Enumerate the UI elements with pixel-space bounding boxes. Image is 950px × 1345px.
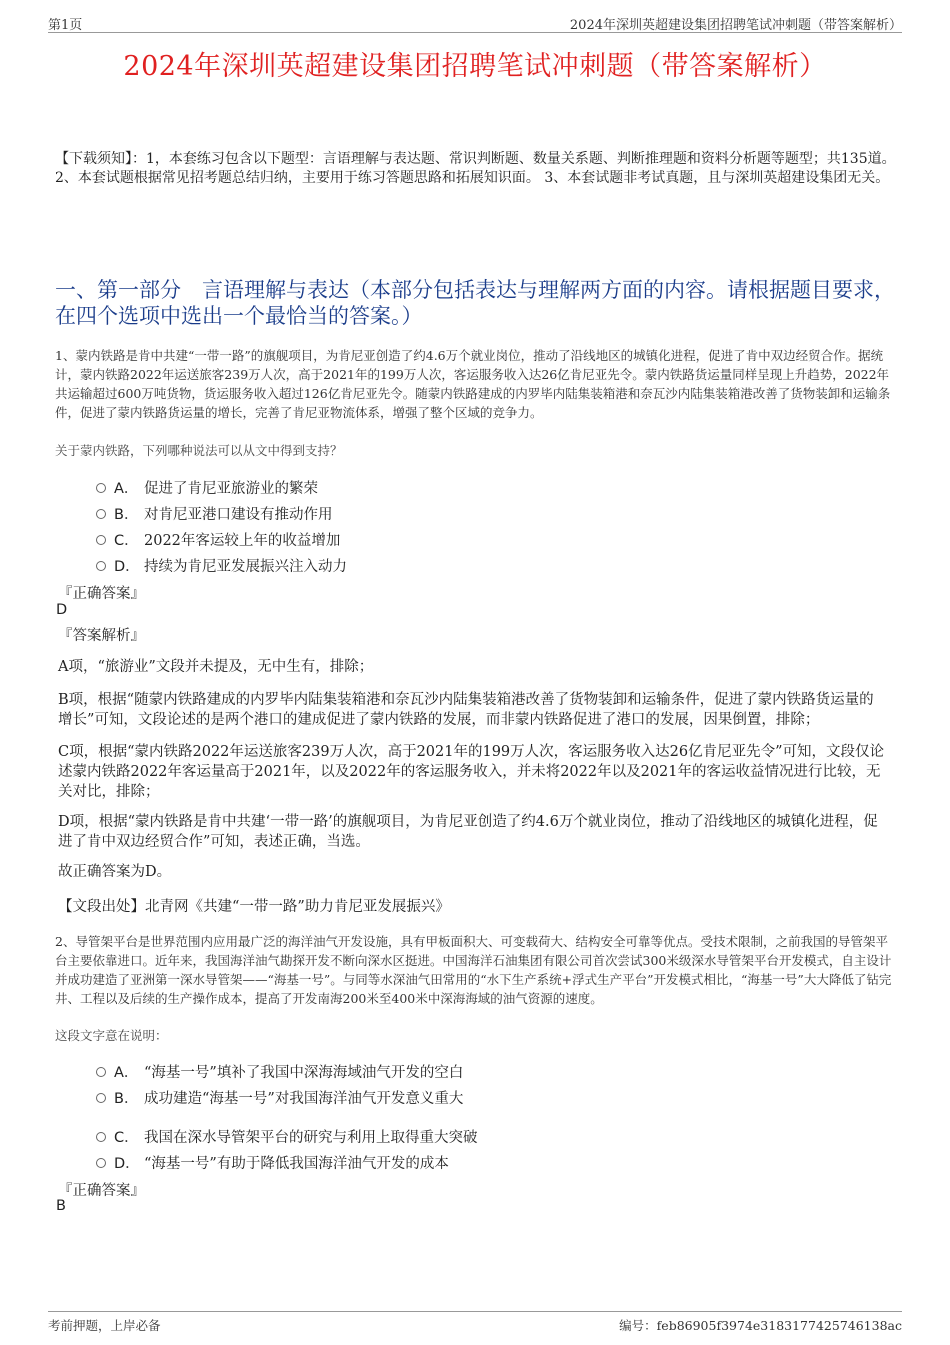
q1-analysis-a: A项，“旅游业”文段并未提及，无中生有，排除；	[58, 659, 374, 675]
q2-option-b[interactable]: B． 成功建造“海基一号”对我国海洋油气开发意义重大	[96, 1087, 463, 1107]
q2-option-a[interactable]: A． “海基一号”填补了我国中深海海域油气开发的空白	[96, 1061, 463, 1081]
q1-source: 【文段出处】北青网《共建“一带一路”助力肯尼亚发展振兴》	[58, 899, 450, 915]
q1-analysis-label: 『答案解析』	[58, 628, 145, 644]
q1-conclusion: 故正确答案为D。	[58, 864, 172, 880]
radio-icon[interactable]	[96, 561, 106, 571]
q1-analysis-c: C项，根据“蒙内铁路2022年运送旅客239万人次，高于2021年的199万人次，客运服务收入达26亿肯尼亚先令”可知，文段仅论述蒙内铁路2022年客运量高于2021年，以及2022年的客运服务收入，并未将2022年以及2021年的客运收益情况进行比较，无关对比，排除；	[58, 744, 885, 800]
radio-icon[interactable]	[96, 483, 106, 493]
q1-option-d[interactable]: D． 持续为肯尼亚发展振兴注入动力	[96, 555, 347, 575]
q2-question: 这段文字意在说明：	[55, 1028, 168, 1043]
q2-answer-label: 『正确答案』	[58, 1183, 145, 1199]
q1-analysis-d: D项，根据“蒙内铁路是肯中共建‘一带一路’的旗舰项目，为肯尼亚创造了约4.6万个就业岗位，推动了沿线地区的城镇化进程，促进了肯中双边经贸合作”可知，表述正确，当选。	[58, 814, 878, 850]
radio-icon[interactable]	[96, 535, 106, 545]
page-footer	[48, 1311, 902, 1334]
radio-icon[interactable]	[96, 509, 106, 519]
radio-icon[interactable]	[96, 1067, 106, 1077]
q1-option-c[interactable]: C． 2022年客运较上年的收益增加	[96, 529, 340, 549]
page-header	[48, 14, 902, 33]
q1-analysis-b: B项，根据“随蒙内铁路建成的内罗毕内陆集装箱港和奈瓦沙内陆集装箱港改善了货物装卸和运输条件，促进了蒙内铁路货运量的增长”可知，文段论述的是两个港口的建成促进了蒙内铁路的发展，而非蒙内铁路促进了港口的发展，因果倒置，排除；	[58, 692, 874, 728]
page-number: 第1页	[48, 18, 83, 33]
section-heading: 一、第一部分 言语理解与表达（本部分包括表达与理解两方面的内容。请根据题目要求，在四个选项中选出一个最恰当的答案。）	[55, 278, 895, 328]
q1-option-a[interactable]: A． 促进了肯尼亚旅游业的繁荣	[96, 477, 318, 497]
q2-answer: B	[56, 1198, 66, 1214]
radio-icon[interactable]	[96, 1132, 106, 1142]
header-doc-title: 2024年深圳英超建设集团招聘笔试冲刺题（带答案解析）	[569, 18, 902, 33]
q2-passage: 2、导管架平台是世界范围内应用最广泛的海洋油气开发设施，具有甲板面积大、可变载荷大、结构安全可靠等优点。受技术限制，之前我国的导管架平台主要依靠进口。近年来，我国海洋油气勘探开发不断向深水区挺进。中国海洋石油集团有限公司首次尝试300米级深水导管架平台开发模式，自主设计并成功建造了亚洲第一深水导管架——“海基一号”。与同等水深油气田常用的“水下生产系统+浮式生产平台”开发模式相比，“海基一号”大大降低了钻完井、工程以及后续的生产操作成本，提高了开发南海200米至400米中深海海域的油气资源的速度。	[55, 934, 892, 1006]
download-notice: 【下载须知】：1，本套练习包含以下题型：言语理解与表达题、常识判断题、数量关系题、判断推理题和资料分析题等题型；共135道。 2、本套试题根据常见招考题总结归纳，主要用于练习答题思路和拓展知识面。 3、本套试题非考试真题，且与深圳英超建设集团无关。	[55, 151, 896, 186]
footer-slogan: 考前押题，上岸必备	[48, 1318, 161, 1333]
radio-icon[interactable]	[96, 1093, 106, 1103]
q2-option-c[interactable]: C． 我国在深水导管架平台的研究与利用上取得重大突破	[96, 1126, 478, 1146]
q2-option-d[interactable]: D． “海基一号”有助于降低我国海洋油气开发的成本	[96, 1152, 449, 1172]
radio-icon[interactable]	[96, 1158, 106, 1168]
q1-question: 关于蒙内铁路，下列哪种说法可以从文中得到支持？	[55, 443, 343, 458]
q1-answer: D	[56, 602, 68, 618]
q1-option-b[interactable]: B． 对肯尼亚港口建设有推动作用	[96, 503, 333, 523]
document-title: 2024年深圳英超建设集团招聘笔试冲刺题（带答案解析）	[123, 51, 827, 82]
q1-passage: 1、蒙内铁路是肯中共建“一带一路”的旗舰项目，为肯尼亚创造了约4.6万个就业岗位，推动了沿线地区的城镇化进程，促进了肯中双边经贸合作。据统计，蒙内铁路2022年运送旅客239万人次，高于2021年的199万人次，客运服务收入达26亿肯尼亚先令。蒙内铁路货运量同样呈现上升趋势，2022年共运输超过600万吨货物，货运服务收入超过126亿肯尼亚先令。随蒙内铁路建成的内罗毕内陆集装箱港和奈瓦沙内陆集装箱港改善了货物装卸和运输条件，促进了蒙内铁路货运量的增长，完善了肯尼亚物流体系，增强了整个区域的竞争力。	[55, 348, 891, 420]
footer-doc-id: 编号：feb86905f3974e3183177425746138ac	[619, 1318, 902, 1333]
q1-answer-label: 『正确答案』	[58, 586, 145, 602]
